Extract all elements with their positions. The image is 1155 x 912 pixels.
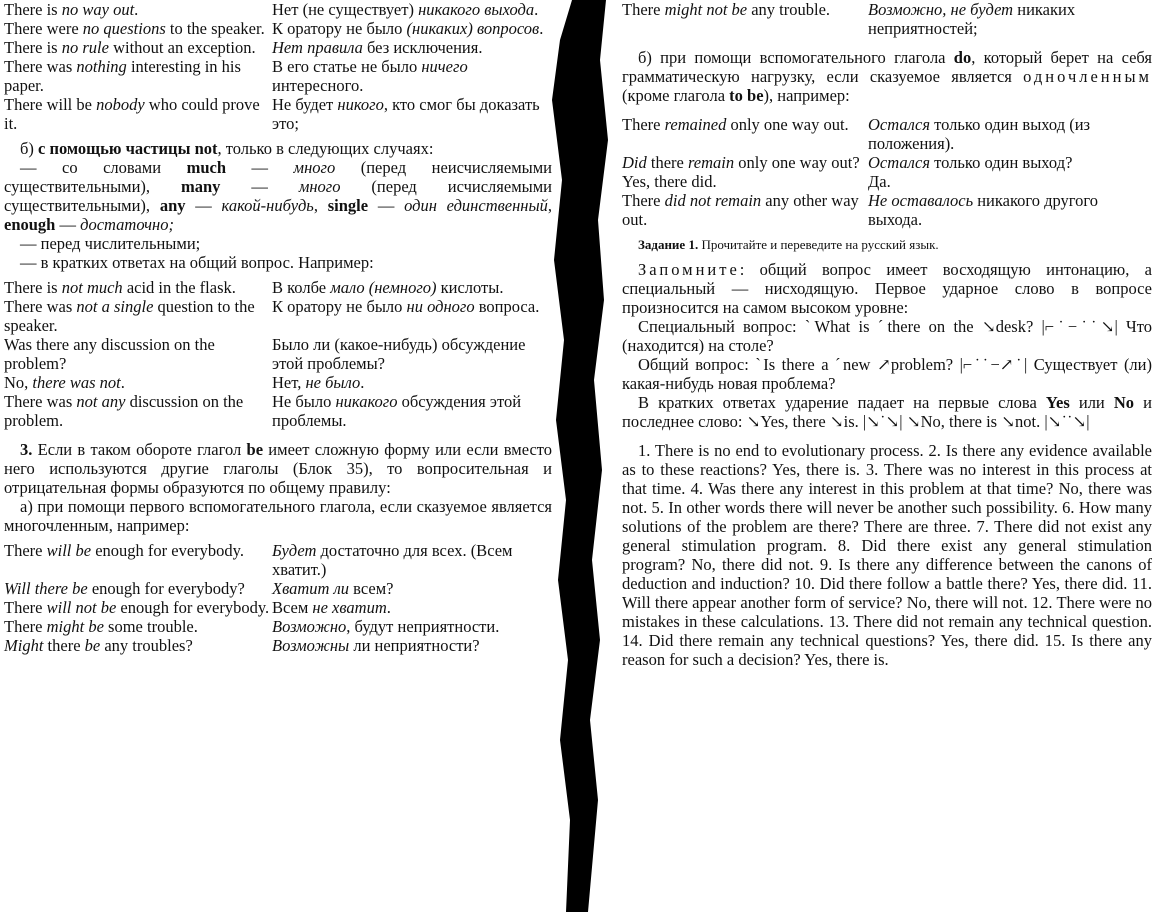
russian-translation: Всем не хватит. bbox=[272, 598, 391, 617]
example-pair bbox=[622, 0, 1152, 38]
intonation-note bbox=[622, 260, 1152, 431]
russian-translation: Возможны ли неприятности? bbox=[272, 636, 480, 655]
example-pair bbox=[4, 297, 552, 335]
example-pair bbox=[4, 0, 552, 19]
russian-translation: К оратору не было ни одного вопроса. bbox=[272, 297, 540, 316]
example-pair bbox=[4, 392, 552, 430]
paragraph: В кратких ответах ударение падает на первые слова Yes или No и последнее слово: ↘Yes, there ↘is. |↘˙↘| ↘No, there is ↘not. |↘˙˙↘| bbox=[622, 393, 1152, 431]
russian-translation: Было ли (какое-нибудь) обсуждение этой проблемы? bbox=[272, 335, 526, 373]
examples-not bbox=[4, 278, 552, 430]
english-sentence: There might not be any trouble. bbox=[622, 0, 831, 19]
english-sentence: There did not remain any other way out. bbox=[622, 191, 859, 229]
left-column bbox=[4, 0, 552, 655]
russian-translation: Будет достаточно для всех. (Всем хватит.) bbox=[272, 541, 513, 579]
example-pair bbox=[622, 115, 1152, 153]
english-sentence: There is no way out. bbox=[4, 0, 139, 19]
example-pair bbox=[4, 95, 552, 133]
russian-translation: Возможно, будут неприятности. bbox=[272, 617, 500, 636]
example-pair bbox=[4, 617, 552, 636]
paragraph: а) при помощи первого вспомогательного глагола, если сказуемое является многочленным, например: bbox=[4, 497, 552, 535]
english-sentence: Did there remain only one way out? bbox=[622, 153, 860, 172]
russian-translation: В колбе мало (немного) кислоты. bbox=[272, 278, 504, 297]
section-b-do: б) при помощи вспомогательного глагола do, который берет на себя грамматическую нагрузку, если сказуемое является одночленным (кроме глагола to be), например: bbox=[622, 48, 1152, 105]
english-sentence: Yes, there did. bbox=[622, 172, 717, 191]
example-pair bbox=[4, 19, 552, 38]
russian-translation: Не было никакого обсуждения этой проблемы. bbox=[272, 392, 522, 430]
example-pair bbox=[4, 335, 552, 373]
english-sentence: There will be nobody who could prove it. bbox=[4, 95, 260, 133]
english-sentence: There was nothing interesting in his paper. bbox=[4, 57, 241, 95]
example-pair bbox=[4, 57, 552, 95]
task-1-heading: Задание 1. Прочитайте и переведите на русский язык. bbox=[638, 237, 939, 252]
right-column bbox=[622, 0, 1152, 669]
paragraph: Специальный вопрос: ˋWhat is ˊthere on the ↘desk? |⌐˙−˙˙↘| Что (находится) на столе? bbox=[622, 317, 1152, 355]
examples-auxiliary bbox=[4, 541, 552, 655]
paragraph: б) с помощью частицы not, только в следующих случаях: bbox=[20, 139, 434, 158]
english-sentence: There was not a single question to the speaker. bbox=[4, 297, 255, 335]
english-sentence: There will not be enough for everybody. bbox=[4, 598, 270, 617]
english-sentence: There will be enough for everybody. bbox=[4, 541, 244, 560]
paragraph: — перед числительными; bbox=[20, 234, 201, 253]
paragraph: Запомните: общий вопрос имеет восходящую интонацию, а специальный — нисходящую. Первое ударное слово в вопросе произносится на самом высоком уровне: bbox=[622, 260, 1152, 317]
russian-translation: Нет, не было. bbox=[272, 373, 365, 392]
paragraph: Общий вопрос: ˋIs there a ˊnew ↗problem? |⌐˙˙−↗˙| Существует (ли) какая-нибудь новая проблема? bbox=[622, 355, 1152, 393]
russian-translation: Нет правила без исключения. bbox=[272, 38, 483, 57]
paragraph: — в кратких ответах на общий вопрос. Например: bbox=[20, 253, 374, 272]
russian-translation: К оратору не было (никаких) вопросов. bbox=[272, 19, 544, 38]
russian-translation: Нет (не существует) никакого выхода. bbox=[272, 0, 539, 19]
example-pair bbox=[4, 579, 552, 598]
english-sentence: There might be some trouble. bbox=[4, 617, 198, 636]
english-sentence: There was not any discussion on the problem. bbox=[4, 392, 244, 430]
paragraph: 3. Если в таком обороте глагол be имеет сложную форму или если вместо него используются другие глаголы (Блок 35), то вопросительная и отрицательная формы образуются по общему правилу: bbox=[4, 440, 553, 497]
english-sentence: Was there any discussion on the problem? bbox=[4, 335, 215, 373]
russian-translation: Хватит ли всем? bbox=[272, 579, 394, 598]
english-sentence: There were no questions to the speaker. bbox=[4, 19, 265, 38]
english-sentence: No, there was not. bbox=[4, 373, 125, 392]
example-pair bbox=[622, 191, 1152, 229]
english-sentence: There remained only one way out. bbox=[622, 115, 849, 134]
example-pair bbox=[4, 636, 552, 655]
english-sentence: There is no rule without an exception. bbox=[4, 38, 256, 57]
paragraph: — со словами much — много (перед неисчисляемыми существительными), many — много (перед исчисляемыми существительными), any — какой-нибудь, single — один единственный, enough — достаточно; bbox=[4, 158, 553, 234]
examples-do bbox=[622, 115, 1152, 229]
example-pair bbox=[4, 598, 552, 617]
example-pair bbox=[4, 541, 552, 579]
example-might-not bbox=[622, 0, 1152, 38]
english-sentence: Might there be any troubles? bbox=[4, 636, 193, 655]
example-pair bbox=[4, 373, 552, 392]
exercise-1-text: 1. There is no end to evolutionary process. 2. Is there any evidence available as to these reactions? Yes, there is. 3. There was no interest in this process at that time. 4. Was there any interest in this problem at that time? No, there was not. 5. In other words there will never be another such possibility. 6. How many solutions of the problem are there? There are three. 7. There did not exist any general stimulation program. 8. Did there exist any general stimulation program? No, there did not. 9. Is there any difference between the canons of deduction and induction? 10. Did there follow a battle there? Yes, there did. 11. Will there appear another form of service? No, there will not. 12. There were no mistakes in these calculations. 13. There did not remain any technical question. 14. Did there remain any technical questions? Yes, there did. 15. Is there any reason for such a decision? Yes, there is. bbox=[622, 441, 1152, 669]
russian-translation: Не оставалось никакого другого выхода. bbox=[868, 191, 1099, 229]
example-pair bbox=[622, 153, 1152, 172]
russian-translation: В его статье не было ничего интересного. bbox=[272, 57, 468, 95]
page-tear-shadow bbox=[548, 0, 614, 912]
english-sentence: There is not much acid in the flask. bbox=[4, 278, 236, 297]
russian-translation: Возможно, не будет никаких неприятностей; bbox=[868, 0, 1076, 38]
examples-no bbox=[4, 0, 552, 133]
russian-translation: Да. bbox=[868, 172, 891, 191]
russian-translation: Не будет никого, кто смог бы доказать это; bbox=[272, 95, 540, 133]
section-3 bbox=[4, 440, 552, 535]
russian-translation: Остался только один выход? bbox=[868, 153, 1073, 172]
example-pair bbox=[622, 172, 1152, 191]
example-pair bbox=[4, 38, 552, 57]
section-b-not bbox=[4, 139, 552, 272]
russian-translation: Остался только один выход (из положения). bbox=[868, 115, 1091, 153]
example-pair bbox=[4, 278, 552, 297]
english-sentence: Will there be enough for everybody? bbox=[4, 579, 245, 598]
